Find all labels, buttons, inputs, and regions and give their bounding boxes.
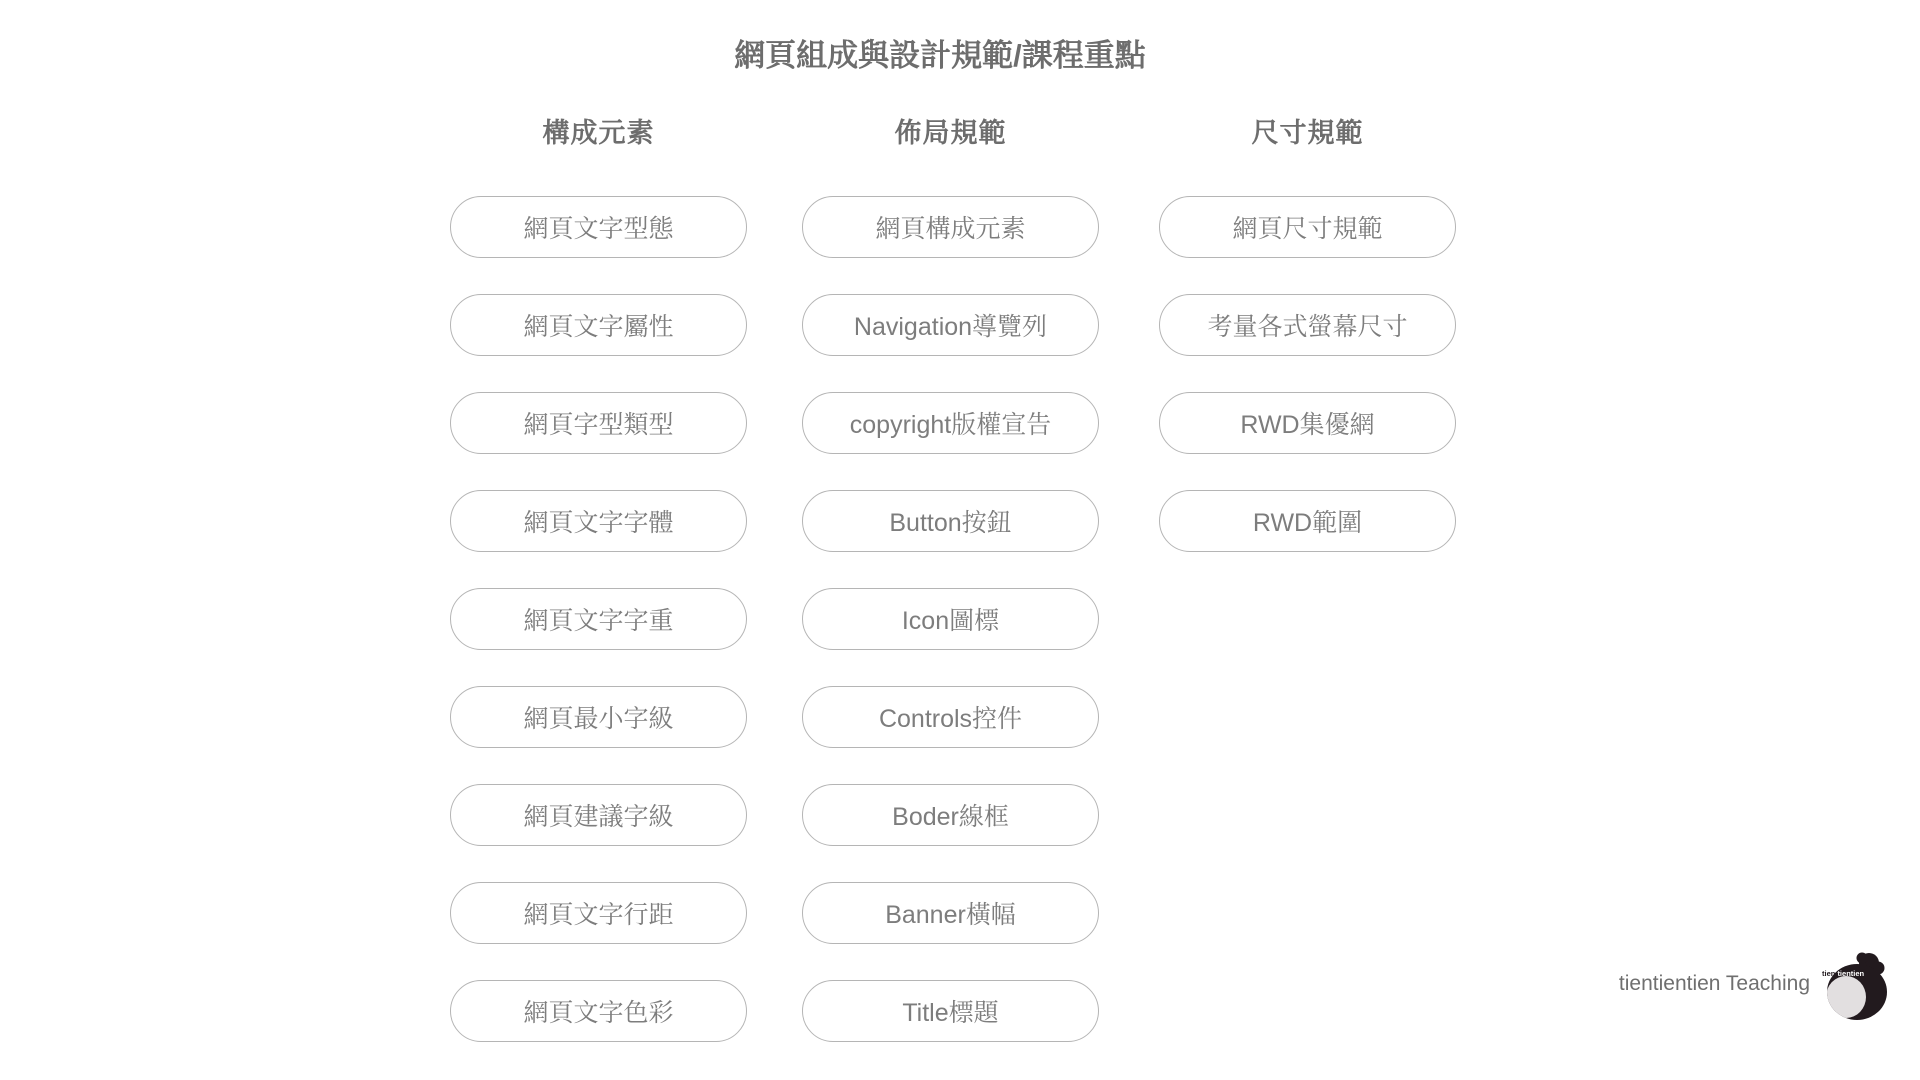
logo-text-light: tientien xyxy=(1837,969,1865,978)
topic-pill: RWD範圍 xyxy=(1159,490,1456,552)
topic-pill: 網頁文字字體 xyxy=(450,490,747,552)
topic-pill: 網頁構成元素 xyxy=(802,196,1099,258)
brand xyxy=(1619,950,1898,1022)
topic-pill: 網頁尺寸規範 xyxy=(1159,196,1456,258)
topic-pill: copyright版權宣告 xyxy=(802,392,1099,454)
column-1 xyxy=(450,114,747,1042)
topic-pill: 網頁文字行距 xyxy=(450,882,747,944)
topic-pill: Button按鈕 xyxy=(802,490,1099,552)
topic-pill: Navigation導覽列 xyxy=(802,294,1099,356)
topic-pill: 網頁最小字級 xyxy=(450,686,747,748)
page-title: 網頁組成與設計規範/課程重點 xyxy=(734,38,1146,73)
topic-pill: Title標題 xyxy=(802,980,1099,1042)
topic-pill: 網頁文字屬性 xyxy=(450,294,747,356)
column-header: 構成元素 xyxy=(542,118,655,148)
topic-pill: 網頁字型類型 xyxy=(450,392,747,454)
svg-text:tien tientien xyxy=(1822,969,1865,978)
topic-pill: Banner橫幅 xyxy=(802,882,1099,944)
topic-pill: Boder線框 xyxy=(802,784,1099,846)
column-header: 佈局規範 xyxy=(894,118,1007,148)
topic-pill: 網頁文字型態 xyxy=(450,196,747,258)
pill-list xyxy=(450,196,747,1042)
topic-pill: 網頁文字色彩 xyxy=(450,980,747,1042)
topic-pill: 網頁文字字重 xyxy=(450,588,747,650)
column-3 xyxy=(1159,114,1456,552)
topic-pill: Controls控件 xyxy=(802,686,1099,748)
column-2 xyxy=(802,114,1099,1042)
logo-text-dark: tien xyxy=(1822,969,1836,978)
pill-list xyxy=(802,196,1099,1042)
topic-pill: 考量各式螢幕尺寸 xyxy=(1159,294,1456,356)
hair-bun-head-icon xyxy=(1820,950,1898,1022)
pill-list xyxy=(1159,196,1456,552)
column-header: 尺寸規範 xyxy=(1251,118,1364,148)
brand-name: tientientien Teaching xyxy=(1618,972,1810,995)
topic-pill: RWD集優網 xyxy=(1159,392,1456,454)
topic-pill: 網頁建議字級 xyxy=(450,784,747,846)
topic-pill: Icon圖標 xyxy=(802,588,1099,650)
